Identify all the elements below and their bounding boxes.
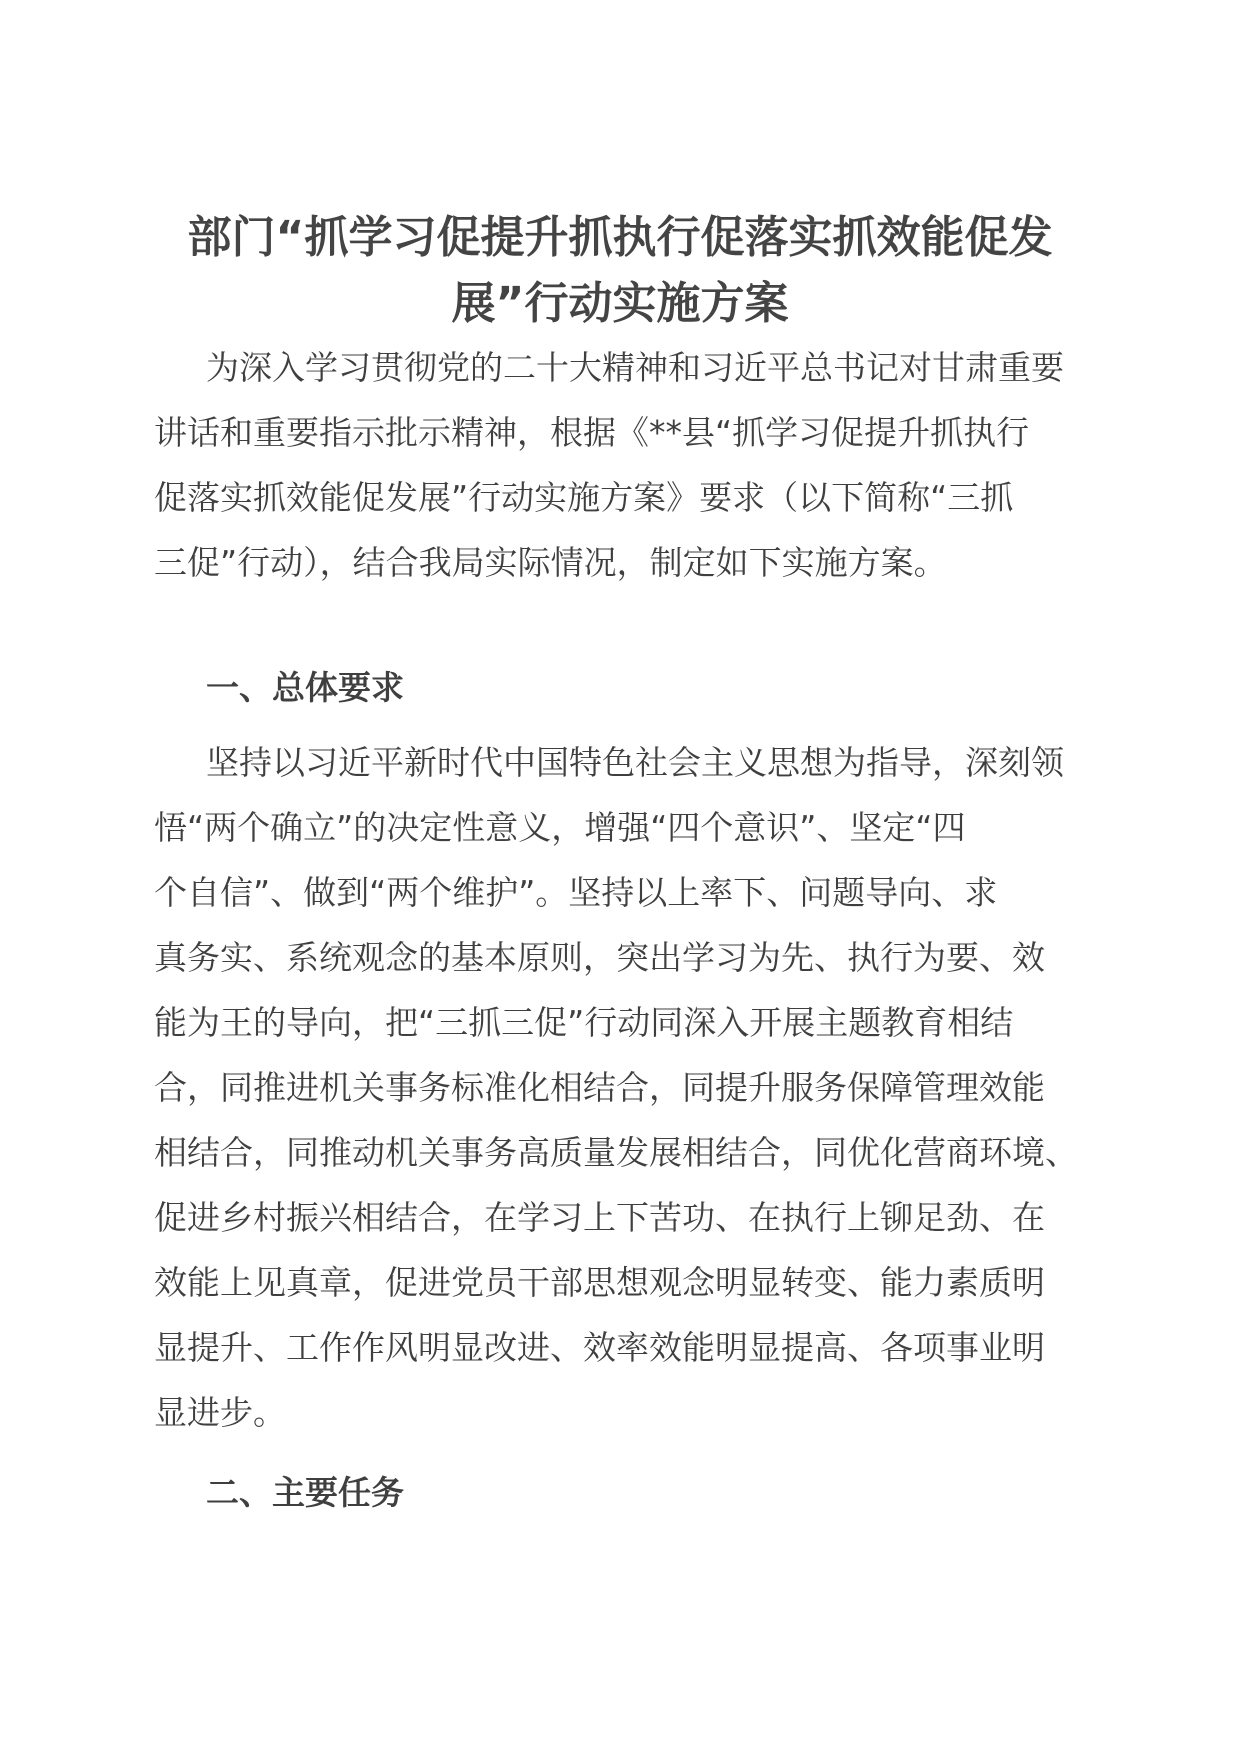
intro-paragraph bbox=[154, 335, 1094, 595]
section-1-line-6: 合，同推进机关事务标准化相结合，同提升服务保障管理效能 bbox=[154, 1068, 1045, 1107]
section-1-line-10: 显提升、工作作风明显改进、效率效能明显提高、各项事业明 bbox=[154, 1328, 1045, 1367]
section-1-line-5: 能为王的导向，把“三抓三促”行动同深入开展主题教育相结 bbox=[154, 1003, 1014, 1042]
section-1-paragraph bbox=[154, 730, 1094, 1445]
intro-line-3: 促落实抓效能促发展”行动实施方案》要求（以下简称“三抓 bbox=[154, 478, 1014, 517]
title-line-2: 展”行动实施方案 bbox=[451, 278, 789, 329]
section-1-line-8: 促进乡村振兴相结合，在学习上下苦功、在执行上铆足劲、在 bbox=[154, 1198, 1045, 1237]
title-line-1: 部门“抓学习促提升抓执行促落实抓效能促发 bbox=[187, 212, 1053, 263]
section-1-line-2: 悟“两个确立”的决定性意义，增强“四个意识”、坚定“四 bbox=[154, 808, 966, 847]
section-1-line-3: 个自信”、做到“两个维护”。坚持以上率下、问题导向、求 bbox=[154, 873, 998, 912]
section-1-line-7: 相结合，同推动机关事务高质量发展相结合，同优化营商环境、 bbox=[154, 1133, 1078, 1172]
section-1-line-4: 真务实、系统观念的基本原则，突出学习为先、执行为要、效 bbox=[154, 938, 1045, 977]
section-1-heading: 一、总体要求 bbox=[206, 668, 404, 707]
section-1-line-9: 效能上见真章，促进党员干部思想观念明显转变、能力素质明 bbox=[154, 1263, 1045, 1302]
intro-line-1: 为深入学习贯彻党的二十大精神和习近平总书记对甘肃重要 bbox=[206, 348, 1064, 387]
section-1-line-11: 显进步。 bbox=[154, 1393, 286, 1432]
section-2-heading: 二、主要任务 bbox=[206, 1473, 404, 1512]
document-title bbox=[140, 205, 1100, 337]
intro-line-4: 三促”行动），结合我局实际情况，制定如下实施方案。 bbox=[154, 543, 947, 582]
intro-line-2: 讲话和重要指示批示精神，根据《**县“抓学习促提升抓执行 bbox=[154, 413, 1030, 452]
section-1-line-1: 坚持以习近平新时代中国特色社会主义思想为指导，深刻领 bbox=[206, 743, 1064, 782]
